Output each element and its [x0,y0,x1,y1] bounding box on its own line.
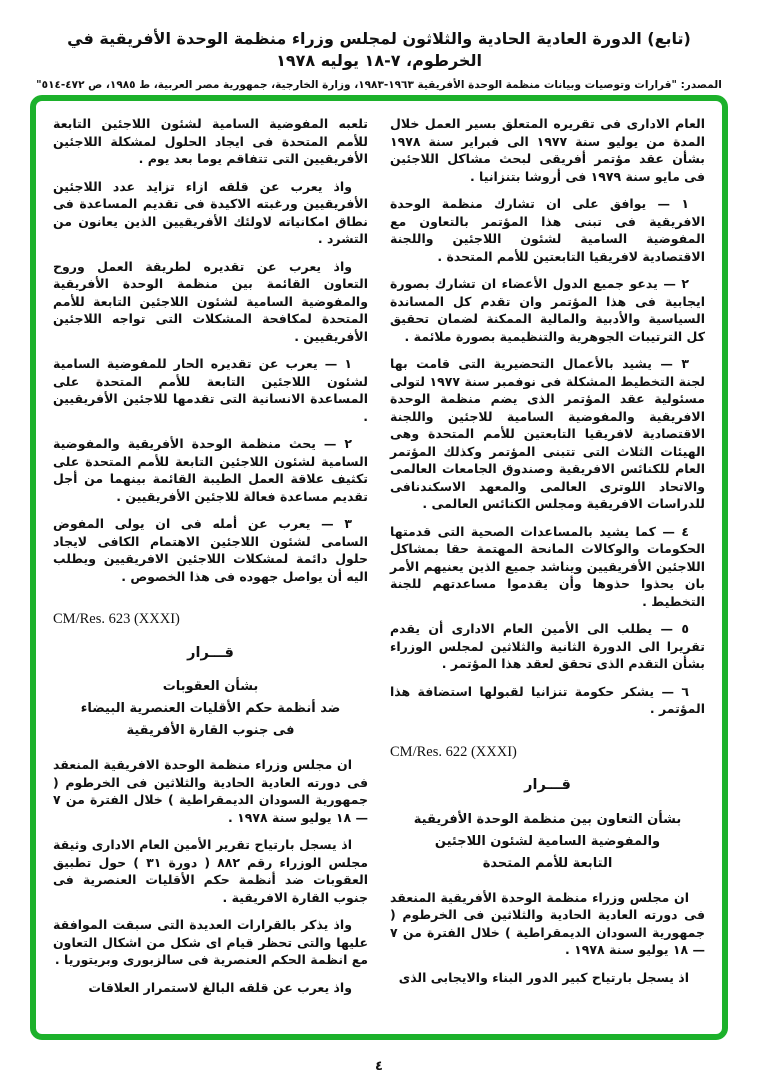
body-paragraph: واذ يذكر بالقرارات العديدة التى سبقت الموافقة عليها والتى تحظر قيام اى شكل من اشكال التعاون مع انظمة الحكم العنصرية فى سالزبورى وبريتوريا . [53,917,368,967]
body-paragraph: ١ — يعرب عن تقديره الحار للمفوضية السامية لشئون اللاجئين التابعة للأمم المتحدة على المساعدة الانسانية التى تقدمها للاجئين الأفريقيين . [53,356,368,424]
body-paragraph: واذ يعرب عن قلقه ازاء تزايد عدد اللاجئين الأفريقيين ورغبته الاكيدة فى تقديم المساعدة فى نطاق امكانياته لاولئك الأفريقيين الذين يعانون من التشرد . [53,178,368,246]
body-paragraph: ٥ — يطلب الى الأمين العام الادارى أن يقدم تقريرا الى الدورة الثانية والثلاثين لمجلس الوزراء بشأن التقدم الذى تحقق لعقد هذا المؤتمر . [390,621,705,671]
resolution-title: قـــرار [187,644,234,661]
body-paragraph: تلعبه المفوضية السامية لشئون اللاجئين التابعة للأمم المتحدة فى ايجاد الحلول لمشكلة اللاجئين الأفريقيين التى تتفاقم يوما بعد يوم . [53,116,368,166]
body-paragraph: ان مجلس وزراء منظمة الوحدة الأفريقية المنعقد فى دورته العادية الحادية والثلاثين فى الخرطوم ( جمهورية السودان الديمقراطية ) خلال الفترة من ٧ — ١٨ يوليو سنة ١٩٧٨ . [390,889,705,957]
body-paragraph: اذ يسجل بارتياح كبير الدور البناء والايجابى الذى [398,969,689,985]
resolution-subtitle-line: التابعة للأمم المتحدة [482,855,613,871]
resolution-subtitle-line: والمفوضية السامية لشئون اللاجئين [434,833,661,849]
resolution-reference: CM/Res. 623 (XXXI) [53,611,180,627]
body-paragraph: ٢ — يدعو جميع الدول الأعضاء ان تشارك بصورة ايجابية فى هذا المؤتمر وان تقدم كل المساندة السياسية والأدبية والمالية الممكنة لضمان تحقيق كل الترتيبات الجوهرية والتنظيمية بصورة ملائمة . [390,276,705,344]
body-paragraph: العام الادارى فى تقريره المتعلق بسير العمل خلال المدة من يوليو سنة ١٩٧٧ الى فبراير سنة ١٩٧٨ بشأن عقد مؤتمر أفريقى لبحث مشاكل اللاجئين فى مايو سنة ١٩٧٩ فى أروشا بتنزانيا . [390,116,706,184]
body-paragraph: ٤ — كما يشيد بالمساعدات الصحية التى قدمتها الحكومات والوكالات المانحة المهتمة حقا بمشاكل اللاجئين الأفريقيين ويناشد جميع الذين يعنيهم الأمر بان يحذوا حذوها وأن يقدموا مساعدتهم للجنة التخطيط . [390,523,705,609]
header-session-title: (تابع) الدورة العادية الحادية والثلاثون لمجلس وزراء منظمة الوحدة الأفريقية في الخرطوم، ٧-١٨ يوليه ١٩٧٨ [67,29,691,70]
resolution-subtitle-line: ضد أنظمة حكم الأقليات العنصرية البيضاء [80,701,341,716]
body-paragraph: ان مجلس وزراء منظمة الوحدة الافريقية المنعقد فى دورته العادية الحادية والثلاثين فى الخرطوم ( جمهورية السودان الديمقراطية ) خلال الفترة من ٧ — ١٨ يوليو سنة ١٩٧٨ . [53,757,368,825]
body-paragraph: اذ يسجل بارتياح تقرير الأمين العام الادارى وثيقة مجلس الوزراء رقم ٨٨٢ ( دورة ٣١ ) حول تطبيق العقوبات ضد أنظمة حكم الأقليات العنصرية فى جنوب القارة الافريقية . [53,837,368,905]
resolution-title: قـــرار [524,777,571,793]
resolution-subtitle-line: بشأن العقوبات [162,679,259,694]
two-column-layout [36,101,722,1016]
page-number: ٤ [375,1059,383,1074]
column-left [53,115,368,1006]
header-source-line: المصدر: "قرارات وتوصيات وبيانات منظمة الوحدة الأفريقية ١٩٦٣-١٩٨٣، وزارة الخارجية، جمهورية مصر العربية، ط ١٩٨٥، ص ٤٧٢-٥١٤" [36,79,722,91]
resolution-subtitle [390,809,705,875]
body-paragraph: ١ — يوافق على ان تشارك منظمة الوحدة الافريقية فى تبنى هذا المؤتمر بالتعاون مع المفوضية السامية لشئون اللاجئين واللجنة الاقتصادية لافريقيا التابعتين للأمم المتحدة . [390,196,705,264]
column-right [390,115,705,1006]
body-paragraph: ٦ — يشكر حكومة تنزانيا لقبولها استضافة هذا المؤتمر . [390,683,705,716]
resolution-subtitle-line: فى جنوب القارة الأفريقية [126,723,295,738]
body-paragraph: واذ يعرب عن تقديره لطريقة العمل وروح التعاون القائمة بين منظمة الوحدة الأفريقية والمفوضية السامية لشئون اللاجئين التابعة للأمم المتحدة لمكافحة المشكلات التى تواجه اللاجئين الأفريقيين . [53,258,368,344]
resolution-subtitle [53,676,368,742]
page-header [36,28,722,92]
body-paragraph: واذ يعرب عن قلقه البالغ لاستمرار العلاقات [88,979,352,995]
body-paragraph: ٣ — يعرب عن أمله فى ان يولى المفوض السامى لشئون اللاجئين الاهتمام الكافى لايجاد حلول دائمة لمشكلات اللاجئين الافريقيين ويطلب اليه أن يواصل جهوده فى هذا الخصوص . [53,516,368,584]
page-footer [0,1059,758,1074]
resolution-subtitle-line: بشأن التعاون بين منظمة الوحدة الأفريقية [413,811,682,827]
resolution-reference: CM/Res. 622 (XXXI) [390,743,517,760]
body-paragraph: ٣ — يشيد بالأعمال التحضيرية التى قامت بها لجنة التخطيط المشكلة فى نوفمبر سنة ١٩٧٧ لتولى مسئولية عقد المؤتمر الذى يضم منظمة الوحدة الافريقية والمفوضية السامية للاجئين واللجنة الاقتصادية لافريقيا التابعتين للأمم المتحدة وهى الهيئات الثلاث التى تتبنى المؤتمر وكذلك المؤتمر العام للكنائس الافريقية وصندوق الجامعات العالمى والاتحاد اللوترى العالمى والمعهد الاسكندنافى للدراسات الافريقية ومجلس الكنائس العالمى . [390,356,706,511]
document-frame [30,95,728,1040]
body-paragraph: ٢ — يحث منظمة الوحدة الأفريقية والمفوضية السامية لشئون اللاجئين التابعة للأمم المتحدة على تكثيف علاقة العمل الطيبة القائمة بينهما من أجل تقديم مساعدة فعالة للاجئين الأفريقيين . [53,436,368,504]
